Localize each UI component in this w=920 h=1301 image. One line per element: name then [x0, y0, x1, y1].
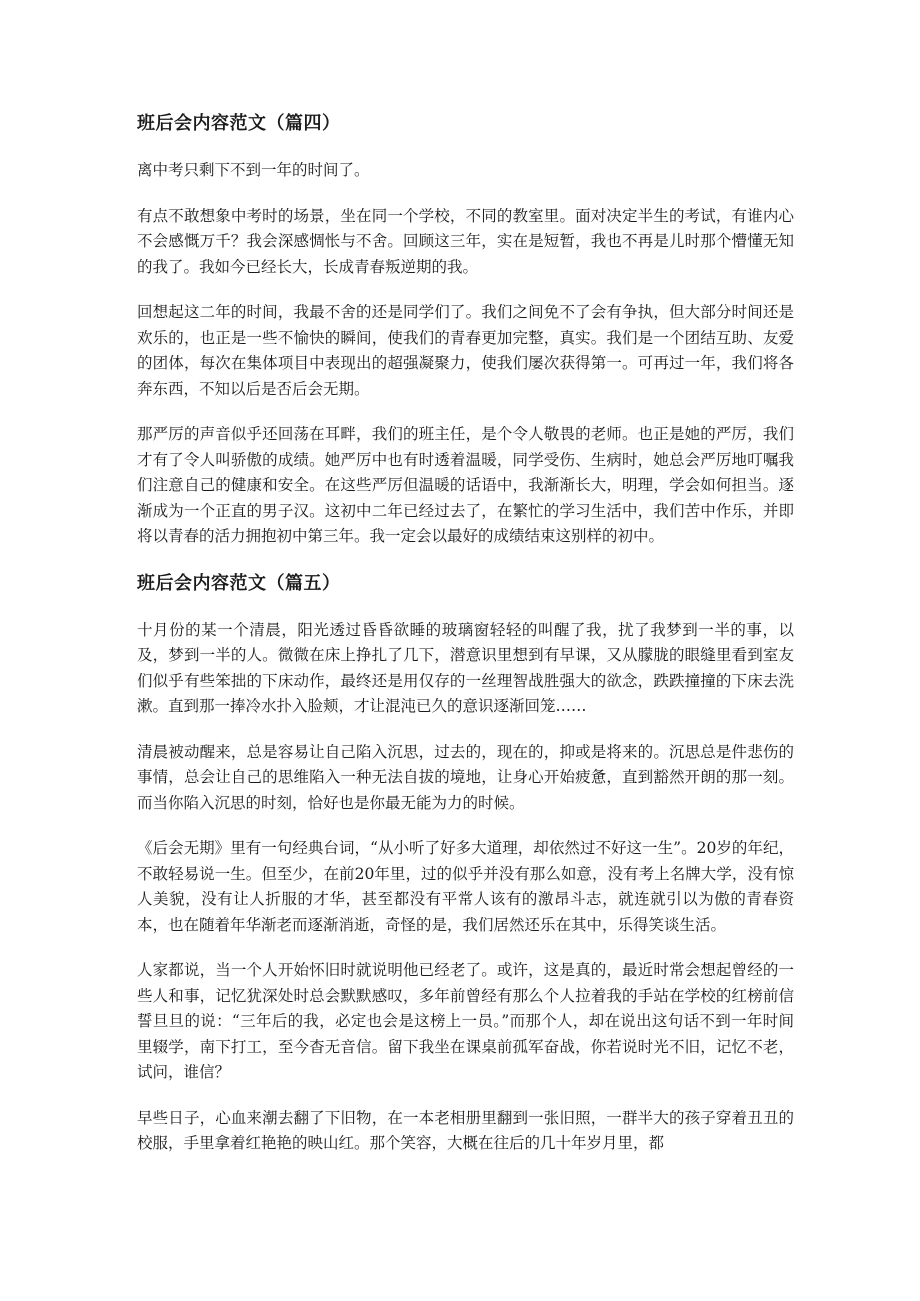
paragraph: 有点不敢想象中考时的场景，坐在同一个学校，不同的教室里。面对决定半生的考试，有谁内心不会感慨万千？我会深感惆怅与不舍。回顾这三年，实在是短暂，我也不再是儿时那个懵懂无知的我了。我如今已经长大，长成青春叛逆期的我。 — [137, 206, 794, 276]
paragraph: 早些日子，心血来潮去翻了下旧物，在一本老相册里翻到一张旧照，一群半大的孩子穿着丑丑的校服，手里拿着红艳艳的映山红。那个笑容，大概在往后的几十年岁月里，都 — [137, 1108, 794, 1152]
section-title-5: 班后会内容范文（篇五） — [137, 572, 341, 594]
paragraph: 《后会无期》里有一句经典台词，“从小听了好多大道理，却依然过不好这一生”。20岁的年纪，不敢轻易说一生。但至少，在前20年里，过的似乎并没有那么如意，没有考上名牌大学，没有惊人美貌，没有让人折服的才华，甚至都没有平常人该有的激昂斗志，就连就引以为傲的青春资本，也在随着年华渐老而逐渐消逝，奇怪的是，我们居然还乐在其中，乐得笑谈生活。 — [137, 839, 794, 934]
paragraph: 回想起这二年的时间，我最不舍的还是同学们了。我们之间免不了会有争执，但大部分时间还是欢乐的，也正是一些不愉快的瞬间，使我们的青春更加完整，真实。我们是一个团结互助、友爱的团体，每次在集体项目中表现出的超强凝聚力，使我们屡次获得第一。可再过一年，我们将各奔东西，不知以后是否后会无期。 — [137, 303, 794, 398]
section-title-4: 班后会内容范文（篇四） — [137, 113, 341, 134]
paragraph: 清晨被动醒来，总是容易让自己陷入沉思，过去的，现在的，抑或是将来的。沉思总是件悲伤的事情，总会让自己的思维陷入一种无法自拔的境地，让身心开始疲惫，直到豁然开朗的那一刻。而当你陷入沉思的时刻，恰好也是你最无能为力的时候。 — [137, 742, 794, 812]
paragraph: 人家都说，当一个人开始怀旧时就说明他已经老了。或许，这是真的，最近时常会想起曾经的一些人和事，记忆犹深处时总会默默感叹，多年前曾经有那么个人拉着我的手站在学校的红榜前信誓旦旦的说：“三年后的我，必定也会是这榜上一员。”而那个人，却在说出这句话不到一年时间里辍学，南下打工，至今杳无音信。留下我坐在课桌前孤军奋战，你若说时光不旧，记忆不老，试问，谁信？ — [137, 961, 794, 1081]
paragraph: 十月份的某一个清晨，阳光透过昏昏欲睡的玻璃窗轻轻的叫醒了我，扰了我梦到一半的事，以及，梦到一半的人。微微在床上挣扎了几下，潜意识里想到有早课，又从朦胧的眼缝里看到室友们似乎有些笨拙的下床动作，最终还是用仅存的一丝理智战胜强大的欲念，跌跌撞撞的下床去洗漱。直到那一捧冷水扑入脸颊，才让混沌已久的意识逐渐回笼…… — [137, 620, 794, 715]
paragraph: 离中考只剩下不到一年的时间了。 — [137, 161, 370, 179]
paragraph: 那严厉的声音似乎还回荡在耳畔，我们的班主任，是个令人敬畏的老师。也正是她的严厉，我们才有了令人叫骄傲的成绩。她严厉中也有时透着温暖，同学受伤、生病时，她总会严厉地叮嘱我们注意自己的健康和安全。在这些严厉但温暖的话语中，我渐渐长大，明理，学会如何担当。逐渐成为一个正直的男子汉。这初中二年已经过去了，在繁忙的学习生活中，我们苦中作乐，并即将以青春的活力拥抱初中第三年。我一定会以最好的成绩结束这别样的初中。 — [137, 425, 794, 545]
